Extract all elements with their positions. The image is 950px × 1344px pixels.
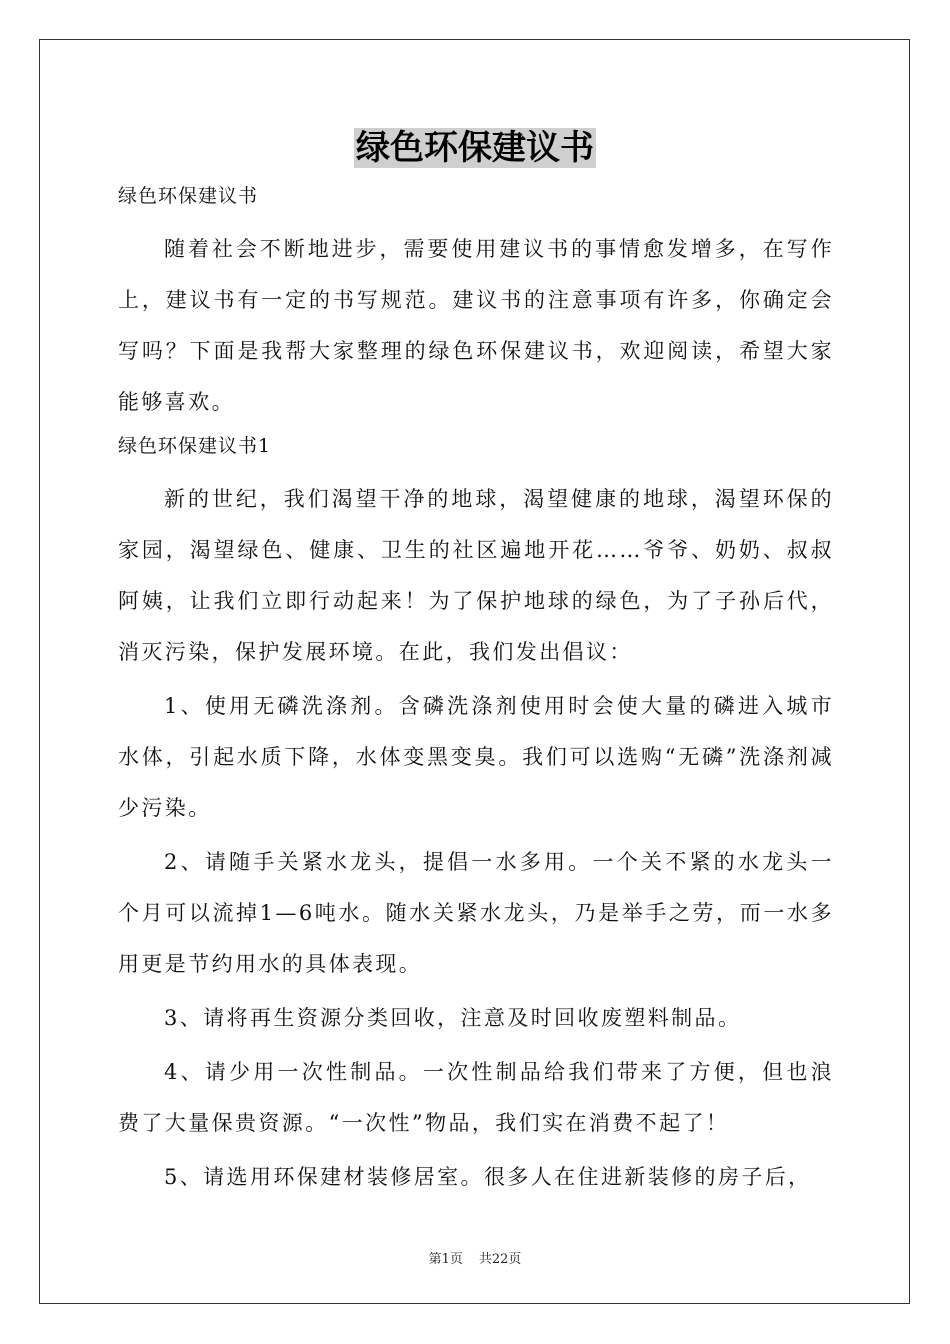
body-paragraph-3: 2、请随手关紧水龙头，提倡一水多用。一个关不紧的水龙头一个月可以流掉1—6吨水。随水关紧水龙头，乃是举手之劳，而一水多用更是节约用水的具体表现。	[118, 850, 834, 976]
intro-paragraph: 随着社会不断地进步，需要使用建议书的事情愈发增多，在写作上，建议书有一定的书写规范。建议书的注意事项有许多，你确定会写吗？下面是我帮大家整理的绿色环保建议书，欢迎阅读，希望大家能够喜欢。	[118, 237, 834, 414]
page-number: 第1页	[428, 1252, 463, 1267]
document-subtitle: 绿色环保建议书	[118, 185, 259, 207]
page-total: 共22页	[478, 1252, 522, 1267]
document-title: 绿色环保建议书	[356, 128, 594, 168]
section-heading: 绿色环保建议书1	[118, 435, 272, 457]
body-paragraph-6: 5、请选用环保建材装修居室。很多人在住进新装修的房子后，	[164, 1165, 812, 1189]
body-paragraph-2: 1、使用无磷洗涤剂。含磷洗涤剂使用时会使大量的磷进入城市水体，引起水质下降，水体变黑变臭。我们可以选购“无磷”洗涤剂减少污染。	[118, 694, 834, 820]
document-title-container	[0, 128, 950, 168]
document-body	[118, 176, 834, 1203]
page-footer	[0, 1248, 950, 1267]
body-paragraph-4: 3、请将再生资源分类回收，注意及时回收废塑料制品。	[164, 1006, 742, 1030]
body-paragraph-1: 新的世纪，我们渴望干净的地球，渴望健康的地球，渴望环保的家园，渴望绿色、健康、卫生的社区遍地开花……爷爷、奶奶、叔叔阿姨，让我们立即行动起来！为了保护地球的绿色，为了子孙后代，消灭污染，保护发展环境。在此，我们发出倡议：	[118, 487, 834, 664]
body-paragraph-5: 4、请少用一次性制品。一次性制品给我们带来了方便，但也浪费了大量保贵资源。“一次性”物品，我们实在消费不起了！	[118, 1060, 834, 1135]
